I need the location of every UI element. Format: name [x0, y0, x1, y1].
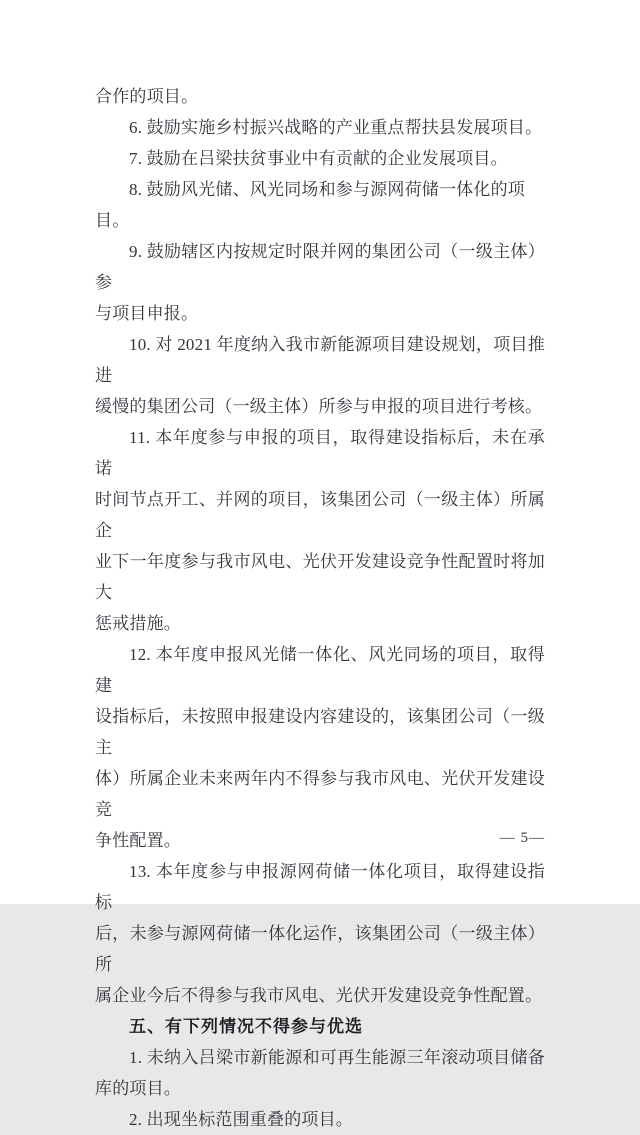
page-number: — 5— [499, 830, 545, 846]
text-line: 10. 对 2021 年度纳入我市新能源项目建设规划，项目推进 [95, 335, 545, 385]
text-line: 与项目申报。 [95, 304, 199, 323]
text-line: 争性配置。 [95, 831, 181, 850]
section-heading: 五、有下列情况不得参与优选 [129, 1017, 363, 1036]
text-line: 6. 鼓励实施乡村振兴战略的产业重点帮扶县发展项目。 [129, 118, 543, 137]
text-line: 8. 鼓励风光储、风光同场和参与源网荷储一体化的项目。 [95, 180, 525, 230]
text-line: 后，未参与源网荷储一体化运作，该集团公司（一级主体）所 [95, 924, 545, 974]
text-line: 库的项目。 [95, 1079, 181, 1098]
text-line: 体）所属企业未来两年内不得参与我市风电、光伏开发建设竞 [95, 769, 545, 819]
text-line: 时间节点开工、并网的项目，该集团公司（一级主体）所属企 [95, 490, 545, 540]
document-body [95, 81, 545, 1135]
text-line: 9. 鼓励辖区内按规定时限并网的集团公司（一级主体）参 [95, 242, 545, 292]
text-line: 属企业今后不得参与我市风电、光伏开发建设竞争性配置。 [95, 986, 543, 1005]
text-line: 7. 鼓励在吕梁扶贫事业中有贡献的企业发展项目。 [129, 149, 508, 168]
text-line: 惩戒措施。 [95, 614, 181, 633]
text-line: 11. 本年度参与申报的项目，取得建设指标后，未在承诺 [95, 428, 545, 478]
text-line: 12. 本年度申报风光储一体化、风光同场的项目，取得建 [95, 645, 545, 695]
text-line: 业下一年度参与我市风电、光伏开发建设竞争性配置时将加大 [95, 552, 545, 602]
text-line: 2. 出现坐标范围重叠的项目。 [129, 1110, 353, 1129]
text-line: 设指标后，未按照申报建设内容建设的，该集团公司（一级主 [95, 707, 545, 757]
text-line: 1. 未纳入吕梁市新能源和可再生能源三年滚动项目储备 [129, 1048, 545, 1067]
text-line: 合作的项目。 [95, 87, 199, 106]
text-line: 缓慢的集团公司（一级主体）所参与申报的项目进行考核。 [95, 397, 543, 416]
text-line: 13. 本年度参与申报源网荷储一体化项目，取得建设指标 [95, 862, 545, 912]
